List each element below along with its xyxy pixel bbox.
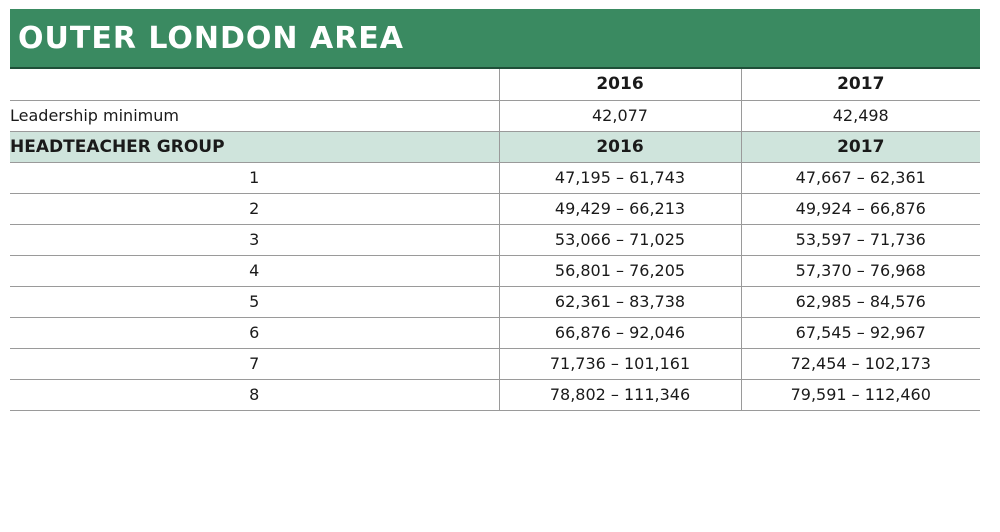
subheader-year-2016: 2016 — [499, 131, 741, 162]
headteacher-group-header-row — [10, 131, 980, 162]
header-year-2016: 2016 — [499, 69, 741, 100]
range-2016: 71,736 – 101,161 — [499, 348, 741, 379]
range-2017: 49,924 – 66,876 — [741, 193, 980, 224]
range-2016: 49,429 – 66,213 — [499, 193, 741, 224]
group-number: 2 — [10, 193, 499, 224]
table-row — [10, 193, 980, 224]
range-2017: 67,545 – 92,967 — [741, 317, 980, 348]
range-2017: 57,370 – 76,968 — [741, 255, 980, 286]
range-2017: 79,591 – 112,460 — [741, 379, 980, 410]
leadership-2016-value: 42,077 — [499, 100, 741, 131]
subheader-year-2017: 2017 — [741, 131, 980, 162]
leadership-row — [10, 100, 980, 131]
year-header-row — [10, 69, 980, 100]
range-2017: 47,667 – 62,361 — [741, 162, 980, 193]
table-row — [10, 286, 980, 317]
title-banner — [10, 9, 980, 69]
table-row — [10, 224, 980, 255]
group-number: 6 — [10, 317, 499, 348]
range-2016: 66,876 – 92,046 — [499, 317, 741, 348]
leadership-label: Leadership minimum — [10, 100, 499, 131]
range-2017: 62,985 – 84,576 — [741, 286, 980, 317]
table-row — [10, 162, 980, 193]
table-row — [10, 255, 980, 286]
header-year-2017: 2017 — [741, 69, 980, 100]
range-2016: 78,802 – 111,346 — [499, 379, 741, 410]
table-row — [10, 317, 980, 348]
range-2016: 56,801 – 76,205 — [499, 255, 741, 286]
range-2016: 47,195 – 61,743 — [499, 162, 741, 193]
group-number: 1 — [10, 162, 499, 193]
group-number: 5 — [10, 286, 499, 317]
leadership-2017-value: 42,498 — [741, 100, 980, 131]
page-title: OUTER LONDON AREA — [18, 21, 405, 56]
group-number: 3 — [10, 224, 499, 255]
group-number: 8 — [10, 379, 499, 410]
headteacher-group-label: HEADTEACHER GROUP — [10, 131, 499, 162]
range-2017: 72,454 – 102,173 — [741, 348, 980, 379]
range-2017: 53,597 – 71,736 — [741, 224, 980, 255]
group-number: 4 — [10, 255, 499, 286]
table-row — [10, 379, 980, 410]
group-number: 7 — [10, 348, 499, 379]
table-row — [10, 348, 980, 379]
salary-table — [10, 69, 980, 411]
header-blank-cell — [10, 69, 499, 100]
range-2016: 53,066 – 71,025 — [499, 224, 741, 255]
range-2016: 62,361 – 83,738 — [499, 286, 741, 317]
